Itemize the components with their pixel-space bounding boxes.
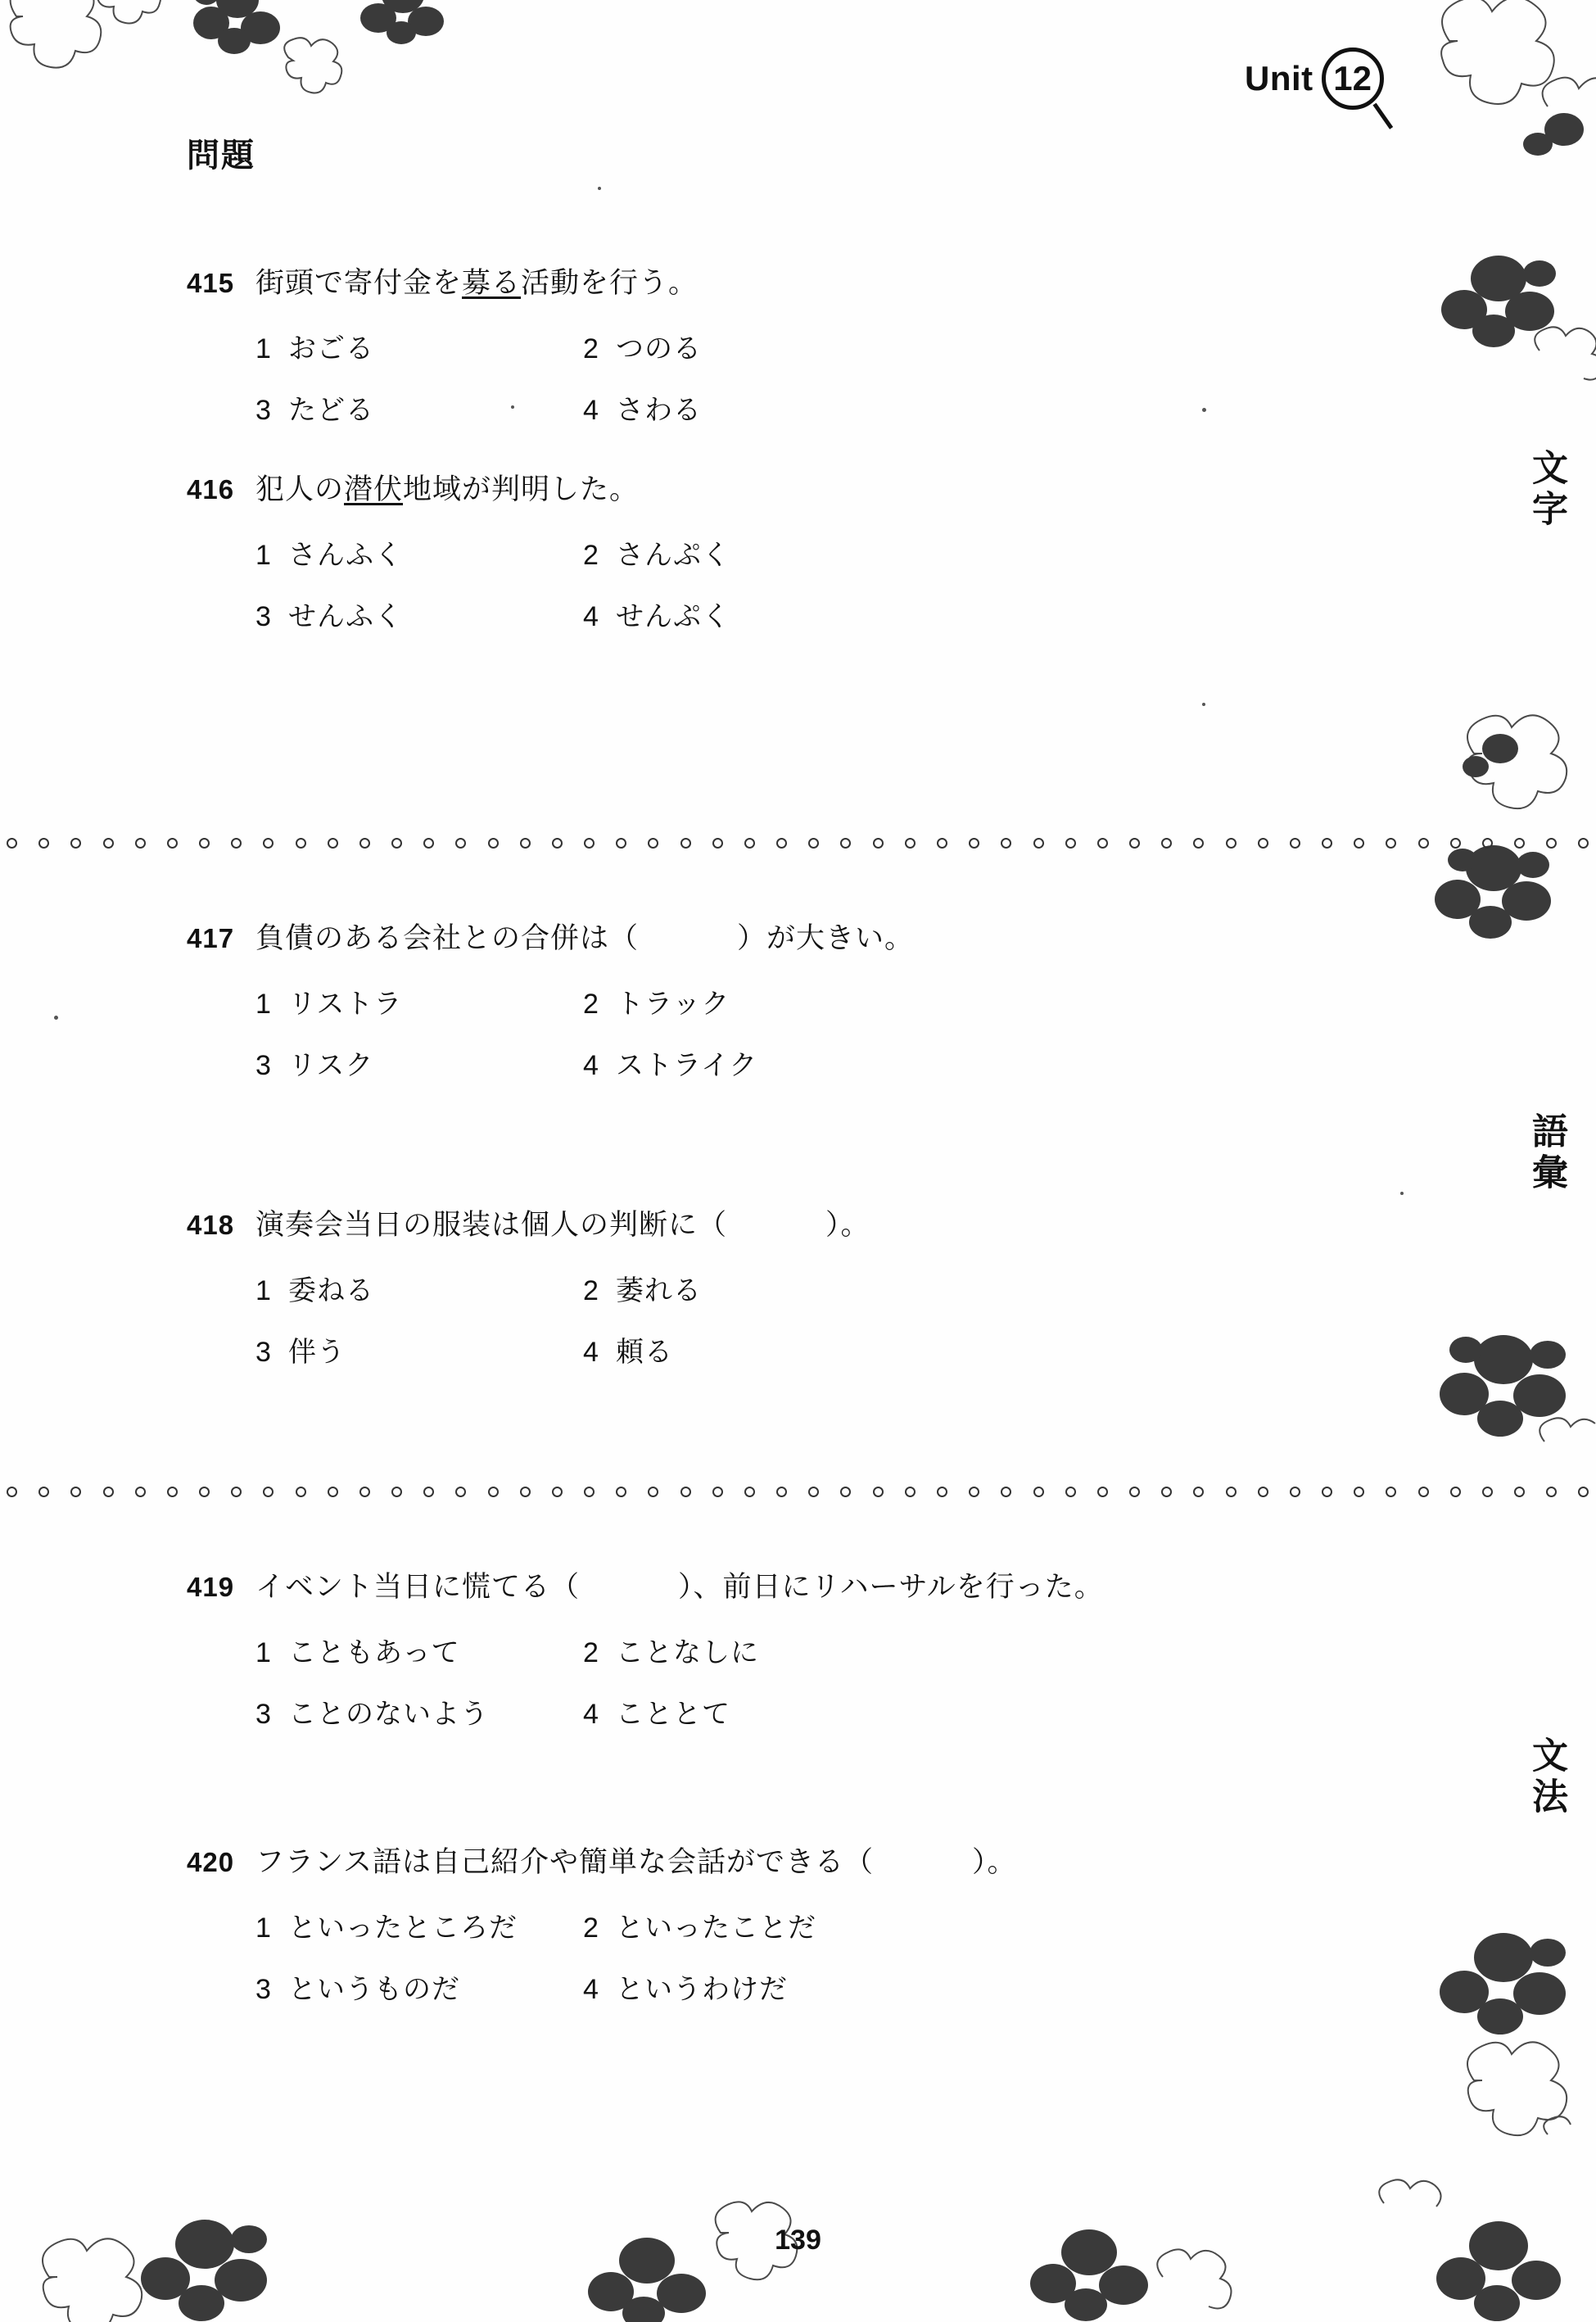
- option-item[interactable]: [583, 387, 1243, 428]
- option-number: 2: [583, 1912, 599, 1944]
- option-item[interactable]: [255, 1268, 583, 1308]
- option-item[interactable]: [255, 1329, 583, 1369]
- option-item[interactable]: [255, 1043, 583, 1083]
- stem-after: ）が大きい。: [737, 922, 915, 954]
- flower-decoration-right-bottom: [1425, 1900, 1596, 2170]
- option-text: ことのないよう: [288, 1700, 489, 1730]
- flower-decoration-top-left: [0, 0, 459, 98]
- option-text: というわけだ: [616, 1975, 788, 2005]
- option-number: 2: [583, 540, 599, 571]
- option-number: 4: [583, 1974, 599, 2005]
- option-text: さんふく: [288, 541, 403, 571]
- option-item[interactable]: [583, 1268, 1243, 1308]
- option-text: つのる: [616, 334, 702, 364]
- question-options: [255, 532, 1243, 634]
- question-options: [255, 1905, 1243, 2007]
- option-text: リスク: [288, 1051, 374, 1081]
- stem-before: 負債のある会社との合併は（: [255, 922, 640, 954]
- question-stem: [187, 1564, 1243, 1605]
- unit-label: Unit: [1245, 59, 1313, 97]
- option-item[interactable]: [255, 981, 583, 1021]
- question-number: 420: [187, 1847, 235, 1877]
- unit-badge: [1245, 48, 1384, 110]
- option-item[interactable]: [583, 1967, 1243, 2007]
- option-item[interactable]: [583, 1905, 1243, 1945]
- stem-after: ）、前日にリハーサルを行った。: [678, 1571, 1104, 1603]
- side-label-goi: 語彙: [1526, 1112, 1567, 1194]
- side-label-moji: 文字: [1526, 449, 1567, 531]
- option-item[interactable]: [255, 1691, 583, 1731]
- option-item[interactable]: [255, 326, 583, 366]
- question-stem: [187, 1202, 1243, 1243]
- option-number: 4: [583, 1337, 599, 1368]
- option-item[interactable]: [255, 1630, 583, 1670]
- stem-before: 犯人の: [255, 473, 345, 505]
- question-block: [187, 260, 1243, 428]
- option-item[interactable]: [255, 532, 583, 573]
- option-text: ことなしに: [616, 1638, 759, 1668]
- question-number: 416: [187, 474, 235, 505]
- stem-before: 演奏会当日の服装は個人の判断に（: [255, 1209, 728, 1241]
- question-options: [255, 1268, 1243, 1369]
- option-text: トラック: [616, 989, 730, 1020]
- stem-after: 地域が判明した。: [403, 473, 640, 505]
- option-item[interactable]: [583, 1043, 1243, 1083]
- option-item[interactable]: [255, 1967, 583, 2007]
- question-block: [187, 916, 1243, 1083]
- option-text: 萎れる: [616, 1276, 702, 1306]
- option-number: 1: [255, 1912, 271, 1944]
- option-number: 3: [255, 1050, 271, 1081]
- question-stem: [187, 260, 1243, 301]
- question-number: 415: [187, 268, 235, 298]
- question-number: 418: [187, 1210, 235, 1240]
- section-divider-dotted: [0, 834, 1596, 852]
- option-number: 3: [255, 1974, 271, 2005]
- option-number: 3: [255, 395, 271, 426]
- ink-speck: [1400, 1192, 1404, 1195]
- option-number: 4: [583, 1699, 599, 1730]
- option-text: こととて: [616, 1700, 730, 1730]
- question-block: [187, 1840, 1243, 2007]
- stem-before: イベント当日に慌てる（: [255, 1571, 581, 1603]
- option-item[interactable]: [255, 1905, 583, 1945]
- question-number: 417: [187, 923, 235, 953]
- option-number: 3: [255, 1337, 271, 1368]
- question-options: [255, 981, 1243, 1083]
- option-text: といったことだ: [616, 1913, 816, 1944]
- unit-number: 12: [1322, 48, 1384, 110]
- option-number: 4: [583, 395, 599, 426]
- option-text: といったところだ: [288, 1913, 518, 1944]
- section-divider-dotted: [0, 1482, 1596, 1500]
- option-number: 1: [255, 1275, 271, 1306]
- option-item[interactable]: [583, 1630, 1243, 1670]
- option-text: さわる: [616, 396, 702, 426]
- stem-underlined: 募る: [462, 267, 522, 299]
- stem-before: 街頭で寄付金を: [255, 267, 463, 299]
- question-stem: [187, 467, 1243, 508]
- option-item[interactable]: [583, 532, 1243, 573]
- option-text: さんぷく: [616, 541, 730, 571]
- option-number: 3: [255, 601, 271, 632]
- option-text: ストライク: [616, 1051, 758, 1081]
- option-number: 1: [255, 1637, 271, 1668]
- flower-decoration-top-right: [1392, 0, 1596, 156]
- stem-after: ）。: [825, 1209, 870, 1241]
- question-number: 419: [187, 1572, 235, 1602]
- option-text: 頼る: [616, 1338, 673, 1368]
- option-number: 2: [583, 333, 599, 364]
- option-text: 伴う: [288, 1338, 346, 1368]
- option-text: たどる: [288, 396, 374, 426]
- ink-speck: [54, 1016, 58, 1020]
- option-number: 4: [583, 601, 599, 632]
- option-text: せんぷく: [616, 602, 730, 632]
- question-block: [187, 467, 1243, 634]
- side-label-bunpou: 文法: [1526, 1736, 1567, 1818]
- page-number: 139: [775, 2225, 821, 2256]
- option-text: 委ねる: [288, 1276, 374, 1306]
- question-block: [187, 1202, 1243, 1369]
- stem-after: ）。: [971, 1846, 1017, 1878]
- option-number: 3: [255, 1699, 271, 1730]
- flower-decoration-right-upper: [1441, 246, 1596, 393]
- option-text: おごる: [288, 334, 374, 364]
- option-text: というものだ: [288, 1975, 460, 2005]
- option-number: 2: [583, 989, 599, 1020]
- option-item[interactable]: [255, 594, 583, 634]
- option-item[interactable]: [583, 594, 1243, 634]
- question-stem: [187, 916, 1243, 957]
- option-number: 1: [255, 540, 271, 571]
- question-block: [187, 1564, 1243, 1731]
- page-title: 問題: [187, 138, 255, 174]
- stem-after: 活動を行う。: [521, 267, 699, 299]
- option-number: 2: [583, 1275, 599, 1306]
- ink-speck: [1202, 703, 1205, 706]
- question-stem: [187, 1840, 1243, 1881]
- stem-before: フランス語は自己紹介や簡単な会話ができる（: [255, 1846, 874, 1878]
- option-item[interactable]: [583, 1691, 1243, 1731]
- option-item[interactable]: [583, 981, 1243, 1021]
- option-item[interactable]: [583, 326, 1243, 366]
- stem-underlined: 潜伏: [344, 473, 404, 505]
- question-options: [255, 326, 1243, 428]
- option-number: 2: [583, 1637, 599, 1668]
- flower-decoration-right-mid: [1425, 713, 1596, 1007]
- option-text: リストラ: [288, 989, 403, 1020]
- option-item[interactable]: [255, 387, 583, 428]
- option-text: せんふく: [288, 602, 403, 632]
- flower-decoration-right-lower: [1425, 1302, 1596, 1499]
- option-text: こともあって: [288, 1638, 460, 1668]
- option-number: 1: [255, 989, 271, 1020]
- ink-speck: [598, 187, 601, 190]
- option-number: 1: [255, 333, 271, 364]
- option-number: 4: [583, 1050, 599, 1081]
- option-item[interactable]: [583, 1329, 1243, 1369]
- question-options: [255, 1630, 1243, 1731]
